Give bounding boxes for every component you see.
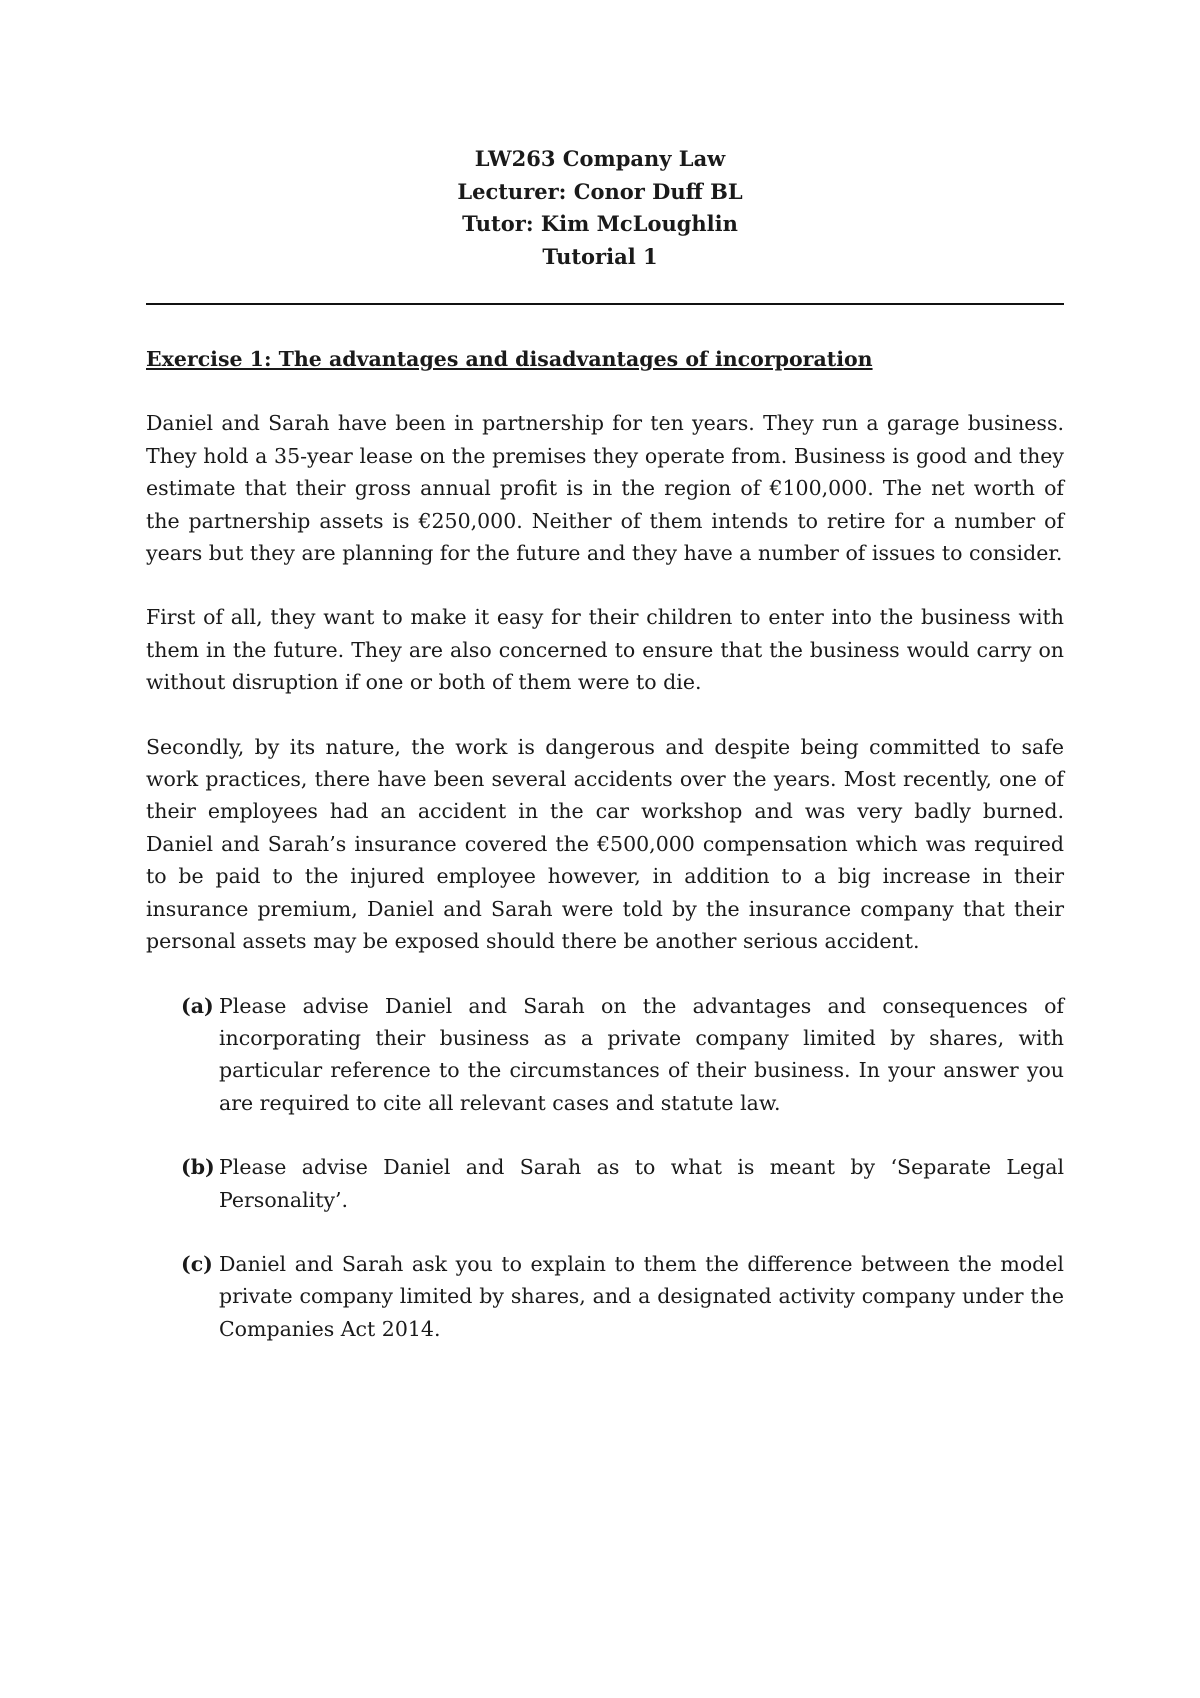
exercise-heading: Exercise 1: The advantages and disadvantages of incorporation <box>146 347 873 371</box>
question-label: (c) <box>181 1251 213 1276</box>
scenario-paragraph: Secondly, by its nature, the work is dangerous and despite being committed to safe work practices, there have been several accidents over the years. Most recently, one of their employees had an accident in the car workshop and was very badly burned. Daniel and Sarah’s insurance covered the €500,000 compensation which was required to be paid to the injured employee however, in addition to a big increase in their insurance premium, Daniel and Sarah were told by the insurance company that their personal assets may be exposed should there be another serious accident. <box>146 734 1064 954</box>
tutorial-line: Tutorial 1 <box>542 243 658 269</box>
document-header <box>0 143 1200 273</box>
question-item-b <box>146 1151 1064 1216</box>
question-text: Please advise Daniel and Sarah as to what is meant by ‘Separate Legal Personality’. <box>219 1155 1064 1212</box>
tutor-line: Tutor: Kim McLoughlin <box>462 211 738 236</box>
question-label: (a) <box>181 993 214 1018</box>
lecturer-line: Lecturer: Conor Duff BL <box>457 178 743 204</box>
scenario-paragraph: Daniel and Sarah have been in partnership for ten years. They run a garage business. They hold a 35-year lease on the premises they operate from. Business is good and they estimate that their gross annual profit is in the region of €100,000. The net worth of the partnership assets is €250,000. Neither of them intends to retire for a number of years but they are planning for the future and they have a number of issues to consider. <box>146 411 1064 566</box>
question-text: Daniel and Sarah ask you to explain to them the difference between the model private company limited by shares, and a designated activity company under the Companies Act 2014. <box>219 1251 1064 1341</box>
horizontal-divider <box>146 303 1064 305</box>
course-title: LW263 Company Law <box>474 146 726 171</box>
scenario-paragraph: First of all, they want to make it easy for their children to enter into the business with them in the future. They are also concerned to ensure that the business would carry on without disruption if one or both of them were to die. <box>146 605 1064 695</box>
question-label: (b) <box>181 1155 215 1180</box>
question-item-a <box>146 990 1064 1120</box>
question-item-c <box>146 1248 1064 1345</box>
exercise-section <box>146 343 1064 1377</box>
question-text: Please advise Daniel and Sarah on the advantages and consequences of incorporating their business as a private company limited by shares, with particular reference to the circumstances of their business. In your answer you are required to cite all relevant cases and statute law. <box>219 993 1064 1115</box>
